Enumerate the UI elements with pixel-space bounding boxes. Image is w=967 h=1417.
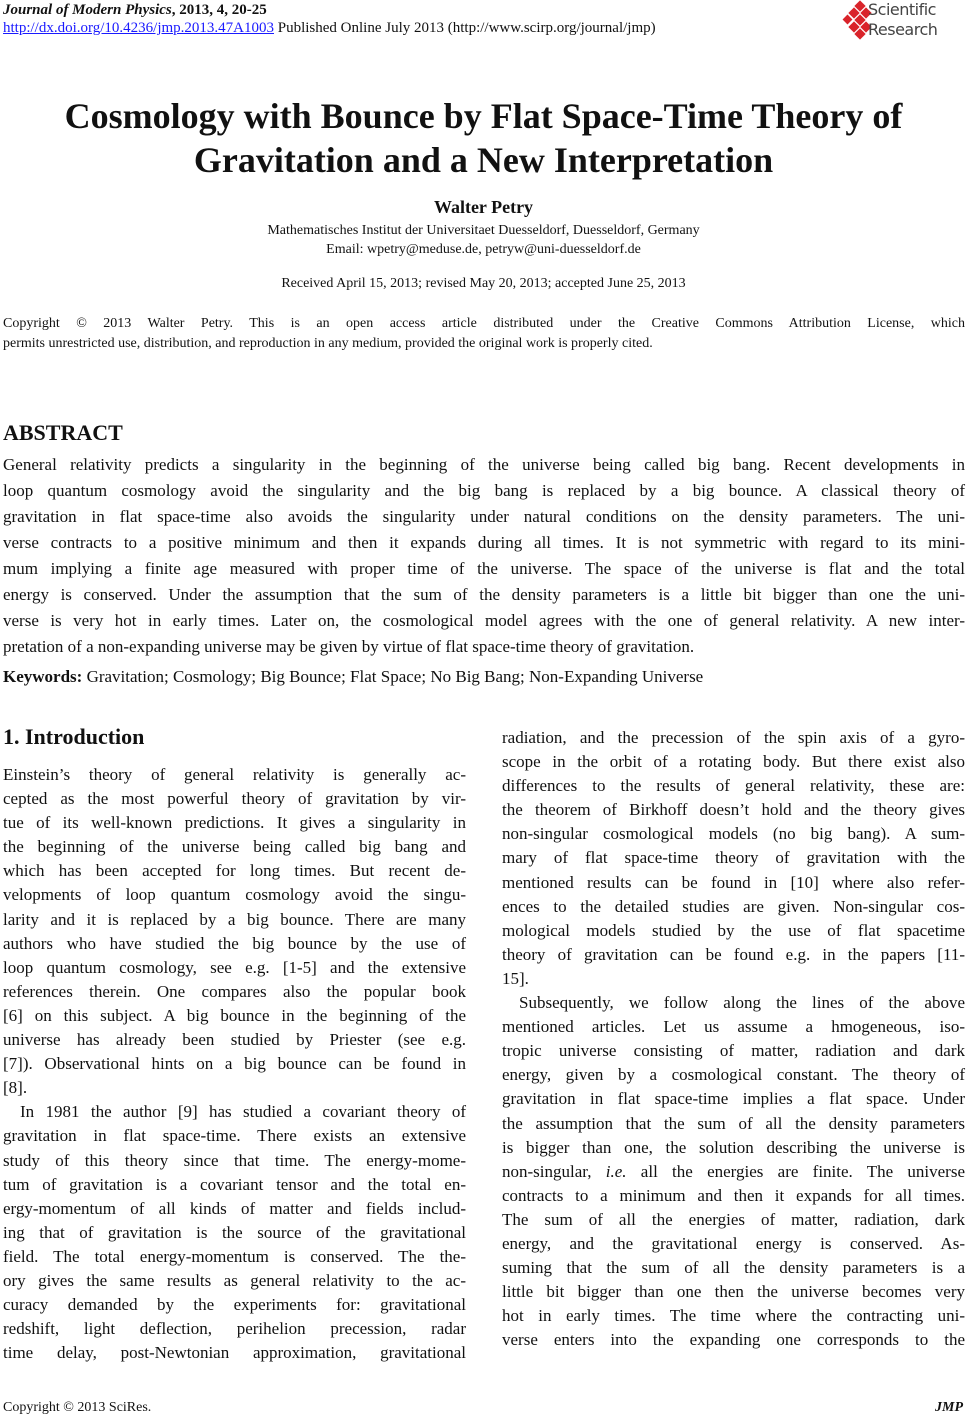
section-heading: 1. Introduction — [3, 724, 145, 749]
text-line: universe has already been studied by Priester (see e.g. — [3, 1030, 466, 1050]
text-line: ences to the detailed studies are given. Non-singular cos- — [502, 896, 965, 916]
abstract-line: loop quantum cosmology avoid the singularity and the big bang is replaced by a big bounce. A classical theory of — [3, 481, 965, 500]
text-line: larity and it is replaced by a big bounce. There are many — [3, 909, 466, 929]
text-line: non-singular, i.e. all the energies are finite. The universe — [502, 1161, 966, 1181]
abstract-line: verse is very hot in early times. Later on, the cosmological model agrees with the one of general relativity. A new inter- — [3, 611, 965, 630]
text-line: loop quantum cosmology, see e.g. [1-5] and the extensive — [3, 957, 466, 977]
text-line: ergy-momentum of all kinds of matter and fields includ- — [3, 1198, 466, 1218]
doi-link[interactable]: http://dx.doi.org/10.4236/jmp.2013.47A1003 — [3, 20, 274, 36]
author: Walter Petry — [433, 197, 534, 217]
text-line: radiation, and the precession of the spin axis of a gyro- — [502, 728, 965, 747]
abstract-body — [3, 452, 965, 660]
keywords-list: Gravitation; Cosmology; Big Bounce; Flat Space; No Big Bang; Non-Expanding Universe — [82, 667, 704, 686]
footer-copyright: Copyright © 2013 SciRes. — [3, 1400, 152, 1415]
journal-info: , 2013, 4, 20-25 — [171, 2, 267, 18]
text-line: gravitation in flat space-time implies a flat space. Under — [502, 1089, 965, 1109]
copyright-notice — [3, 314, 965, 354]
text-line: differences to the results of general relativity, these are: — [502, 776, 965, 796]
footer-journal: JMP — [935, 1400, 963, 1415]
text-line: mentioned results can be found in [10] where also refer- — [502, 872, 965, 892]
text-line: Einstein’s theory of general relativity is generally ac- — [3, 765, 466, 784]
text-line: ing that of gravitation is the source of the gravitational — [3, 1222, 466, 1242]
text-line: The sum of all the energies of matter, radiation, dark — [502, 1209, 965, 1229]
text-line: non-singular cosmological models (no big bang). A sum- — [502, 824, 965, 844]
text-line: [8]. — [3, 1078, 28, 1098]
affiliation: Mathematisches Institut der Universitaet Duesseldorf, Duesseldorf, Germany — [267, 223, 700, 238]
copyright-line: Copyright © 2013 Walter Petry. This is an open access article distributed under the Creative Commons Attribution License, which — [3, 316, 965, 331]
text-line: mological models studied by the use of flat spacetime — [502, 920, 965, 940]
abstract-line: General relativity predicts a singularity in the beginning of the universe being called big bang. Recent developments in — [3, 455, 965, 474]
keywords-label: Keywords: — [3, 667, 83, 686]
text-line: field. The total energy-momentum is conserved. The the- — [3, 1246, 466, 1266]
text-line: mary of flat space-time theory of gravitation with the — [502, 848, 965, 868]
abstract-heading: ABSTRACT — [3, 420, 123, 445]
abstract-line: mum implying a finite age measured with proper time of the universe. The space of the universe is flat and the total — [3, 559, 965, 578]
text-line: which has been accepted for long times. But recent de- — [3, 861, 466, 881]
text-line: is bigger than one, the solution describing the universe is — [502, 1137, 965, 1157]
abstract-line: pretation of a non-expanding universe may be given by virtue of flat space-time theory of gravitation. — [3, 637, 695, 656]
journal-citation — [3, 2, 267, 19]
logo-text-2: Research — [868, 20, 938, 39]
text-line: mentioned articles. Let us assume a hmogeneous, iso- — [502, 1017, 965, 1037]
text-line: ory gives the same results as general relativity to the ac- — [3, 1270, 466, 1290]
text-line: 15]. — [502, 968, 529, 988]
title-line: Gravitation and a New Interpretation — [193, 140, 774, 180]
paragraph — [502, 726, 965, 991]
text-line: suming that the sum of all the density parameters is a — [502, 1258, 965, 1278]
right-column — [502, 726, 965, 1352]
text-line: theory of gravitation can be found e.g. in the papers [11- — [502, 944, 965, 964]
text-line: [6] on this subject. A big bounce in the beginning of the — [3, 1005, 466, 1025]
logo-text-1: Scientific — [868, 0, 936, 19]
received-dates: Received April 15, 2013; revised May 20, 2013; accepted June 25, 2013 — [281, 276, 686, 291]
paragraph — [3, 763, 466, 1100]
text-line: cepted as the most powerful theory of gravitation by vir- — [3, 789, 466, 809]
text-line: gravitation in flat space-time. There exists an extensive — [3, 1126, 466, 1146]
paragraph — [502, 991, 965, 1352]
paper-title — [0, 94, 967, 182]
text-line: redshift, light deflection, perihelion precession, radar — [3, 1319, 466, 1339]
text-line: authors who have studied the big bounce by the use of — [3, 933, 466, 953]
text-line: tue of its well-known predictions. It gives a singularity in — [3, 813, 466, 833]
text-line: verse enters into the expanding one corresponds to the — [502, 1330, 965, 1350]
title-line: Cosmology with Bounce by Flat Space-Time Theory of — [64, 96, 903, 136]
abstract-line: gravitation in flat space-time also avoids the singularity under natural conditions on the density parameters. The uni- — [3, 507, 965, 526]
publisher-logo — [846, 0, 967, 42]
text-line: energy, given by a cosmological constant. The theory of — [502, 1065, 965, 1085]
copyright-line: permits unrestricted use, distribution, and reproduction in any medium, provided the original work is properly cited. — [3, 336, 653, 351]
abstract-line: verse contracts to a positive minimum and then it expands during all times. It is not symmetric with regard to its mini- — [3, 533, 965, 552]
text-line: tropic universe consisting of matter, radiation and dark — [502, 1041, 965, 1061]
text-line: In 1981 the author [9] has studied a covariant theory of — [20, 1102, 466, 1122]
journal-name: Journal of Modern Physics — [3, 2, 172, 18]
text-line: the theorem of Birkhoff doesn’t hold and the theory gives — [502, 800, 965, 820]
text-line: hot in early times. The time where the contracting uni- — [502, 1306, 965, 1326]
text-line: contracts to a minimum and then it expands for all times. — [502, 1185, 965, 1205]
paragraph — [3, 1100, 466, 1365]
text-line: time delay, post-Newtonian approximation, gravitational — [3, 1343, 466, 1363]
published-info: Published Online July 2013 (http://www.scirp.org/journal/jmp) — [273, 20, 656, 36]
author-email: Email: wpetry@meduse.de, petryw@uni-duesseldorf.de — [326, 242, 641, 257]
text-line: tum of gravitation is a covariant tensor and the total en- — [3, 1174, 466, 1194]
left-column — [3, 763, 466, 1365]
text-line: the assumption that the sum of all the density parameters — [502, 1113, 965, 1133]
text-line: Subsequently, we follow along the lines of the above — [519, 993, 965, 1013]
text-line: study of this theory since that time. The energy-mome- — [3, 1150, 466, 1170]
keywords — [3, 666, 703, 688]
abstract-line: energy is conserved. Under the assumption that the sum of the density parameters is a little bit bigger than one the uni- — [3, 585, 965, 604]
text-line: curacy demanded by the experiments for: gravitational — [3, 1295, 466, 1315]
text-line: references therein. One compares also the popular book — [3, 981, 466, 1001]
text-line: energy, and the gravitational energy is conserved. As- — [502, 1233, 965, 1253]
text-line: [7]). Observational hints on a big bounce can be found in — [3, 1054, 466, 1074]
text-line: scope in the orbit of a rotating body. But there exist also — [502, 752, 965, 772]
doi-line — [3, 20, 656, 37]
text-line: velopments of loop quantum cosmology avoid the singu- — [3, 885, 466, 905]
text-line: the beginning of the universe being called big bang and — [3, 837, 466, 857]
text-line: little bit bigger than one then the universe becomes very — [502, 1282, 965, 1302]
